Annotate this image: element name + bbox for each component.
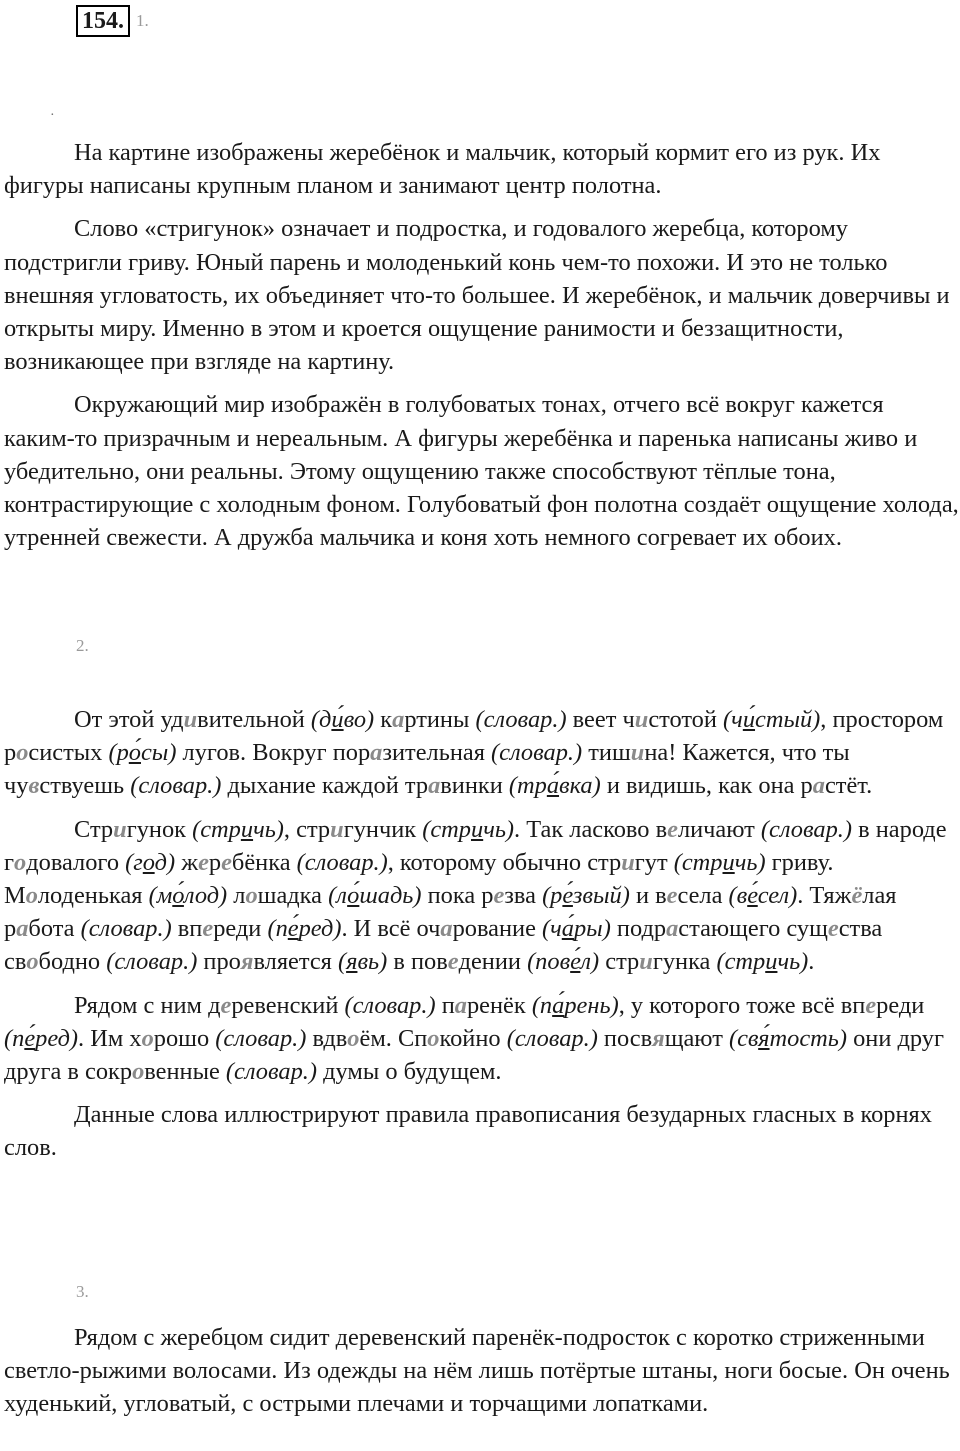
exercise-header [76,4,149,38]
part-label-1: 1. [136,11,149,30]
annotated-paragraph: Стригунок (стричь), стригунчик (стричь). Так ласково величают (словар.) в народе годовалого (год) жеребёнка (словар.), которому обычно стригут (стричь) гриву. Молоденькая (мо́лод) лошадка (ло́шадь) пока резва (ре́звый) и весела (ве́сел). Тяжёлая работа (словар.) впереди (пе́ред). И всё очарование (ча́ры) подрастающего существа свободно (словар.) проявляется (явь) в поведении (пове́л) стригунка (стричь). [4,815,947,976]
paragraph: Данные слова иллюстрируют правила правописания безударных гласных в корнях слов. [4,1101,932,1162]
annotated-paragraph: От этой удивительной (ди́во) картины (словар.) веет чистотой (чи́стый), простором росистых (ро́сы) лугов. Вокруг поразительная (словар.) тишина! Кажется, что ты чувствуешь (словар.) дыхание каждой травинки (тра́вка) и видишь, как она растёт. [4,706,944,800]
part1-text [4,136,960,554]
exercise-number: 154. [76,5,130,37]
part3-text [4,1321,960,1421]
part2-text [4,703,960,1165]
paragraph: На картине изображены жеребёнок и мальчик, который кормит его из рук. Их фигуры написаны крупным планом и занимают центр полотна. [4,139,881,200]
part-label-2: 2. [76,636,89,655]
paragraph: Окружающий мир изображён в голубоватых тонах, отчего всё вокруг кажется каким-то призрачным и нереальным. А фигуры жеребёнка и паренька написаны живо и убедительно, они реальны. Этому ощущению также способствуют тёплые тона, контрастирующие с холодным фоном. Голубоватый фон полотна создаёт ощущение холода, утренней свежести. А дружба мальчика и коня хоть немного согревает их обоих. [4,391,959,552]
annotated-paragraph: Рядом с ним деревенский (словар.) паренёк (па́рень), у которого тоже всё впереди (пе́ред). Им хорошо (словар.) вдвоём. Спокойно (словар.) посвящают (свя́тость) они друг друга в сокровенные (словар.) думы о будущем. [4,991,944,1086]
part-label-3: 3. [76,1282,89,1301]
paragraph: Рядом с жеребцом сидит деревенский паренёк-подросток с коротко стриженными светло-рыжими волосами. Из одежды на нём лишь потёртые штаны, ноги босые. Он очень худенький, угловатый, с острыми плечами и торчащими лопатками. [4,1324,950,1418]
bullet-dot: · [50,108,55,123]
paragraph: Слово «стригунок» означает и подростка, и годовалого жеребца, которому подстригли гриву. Юный парень и молоденький конь чем-то похожи. И это не только внешняя угловатость, их объединяет что-то большее. И жеребёнок, и мальчик доверчивы и открыты миру. Именно в этом и кроется ощущение ранимости и беззащитности, возникающее при взгляде на картину. [4,215,950,376]
